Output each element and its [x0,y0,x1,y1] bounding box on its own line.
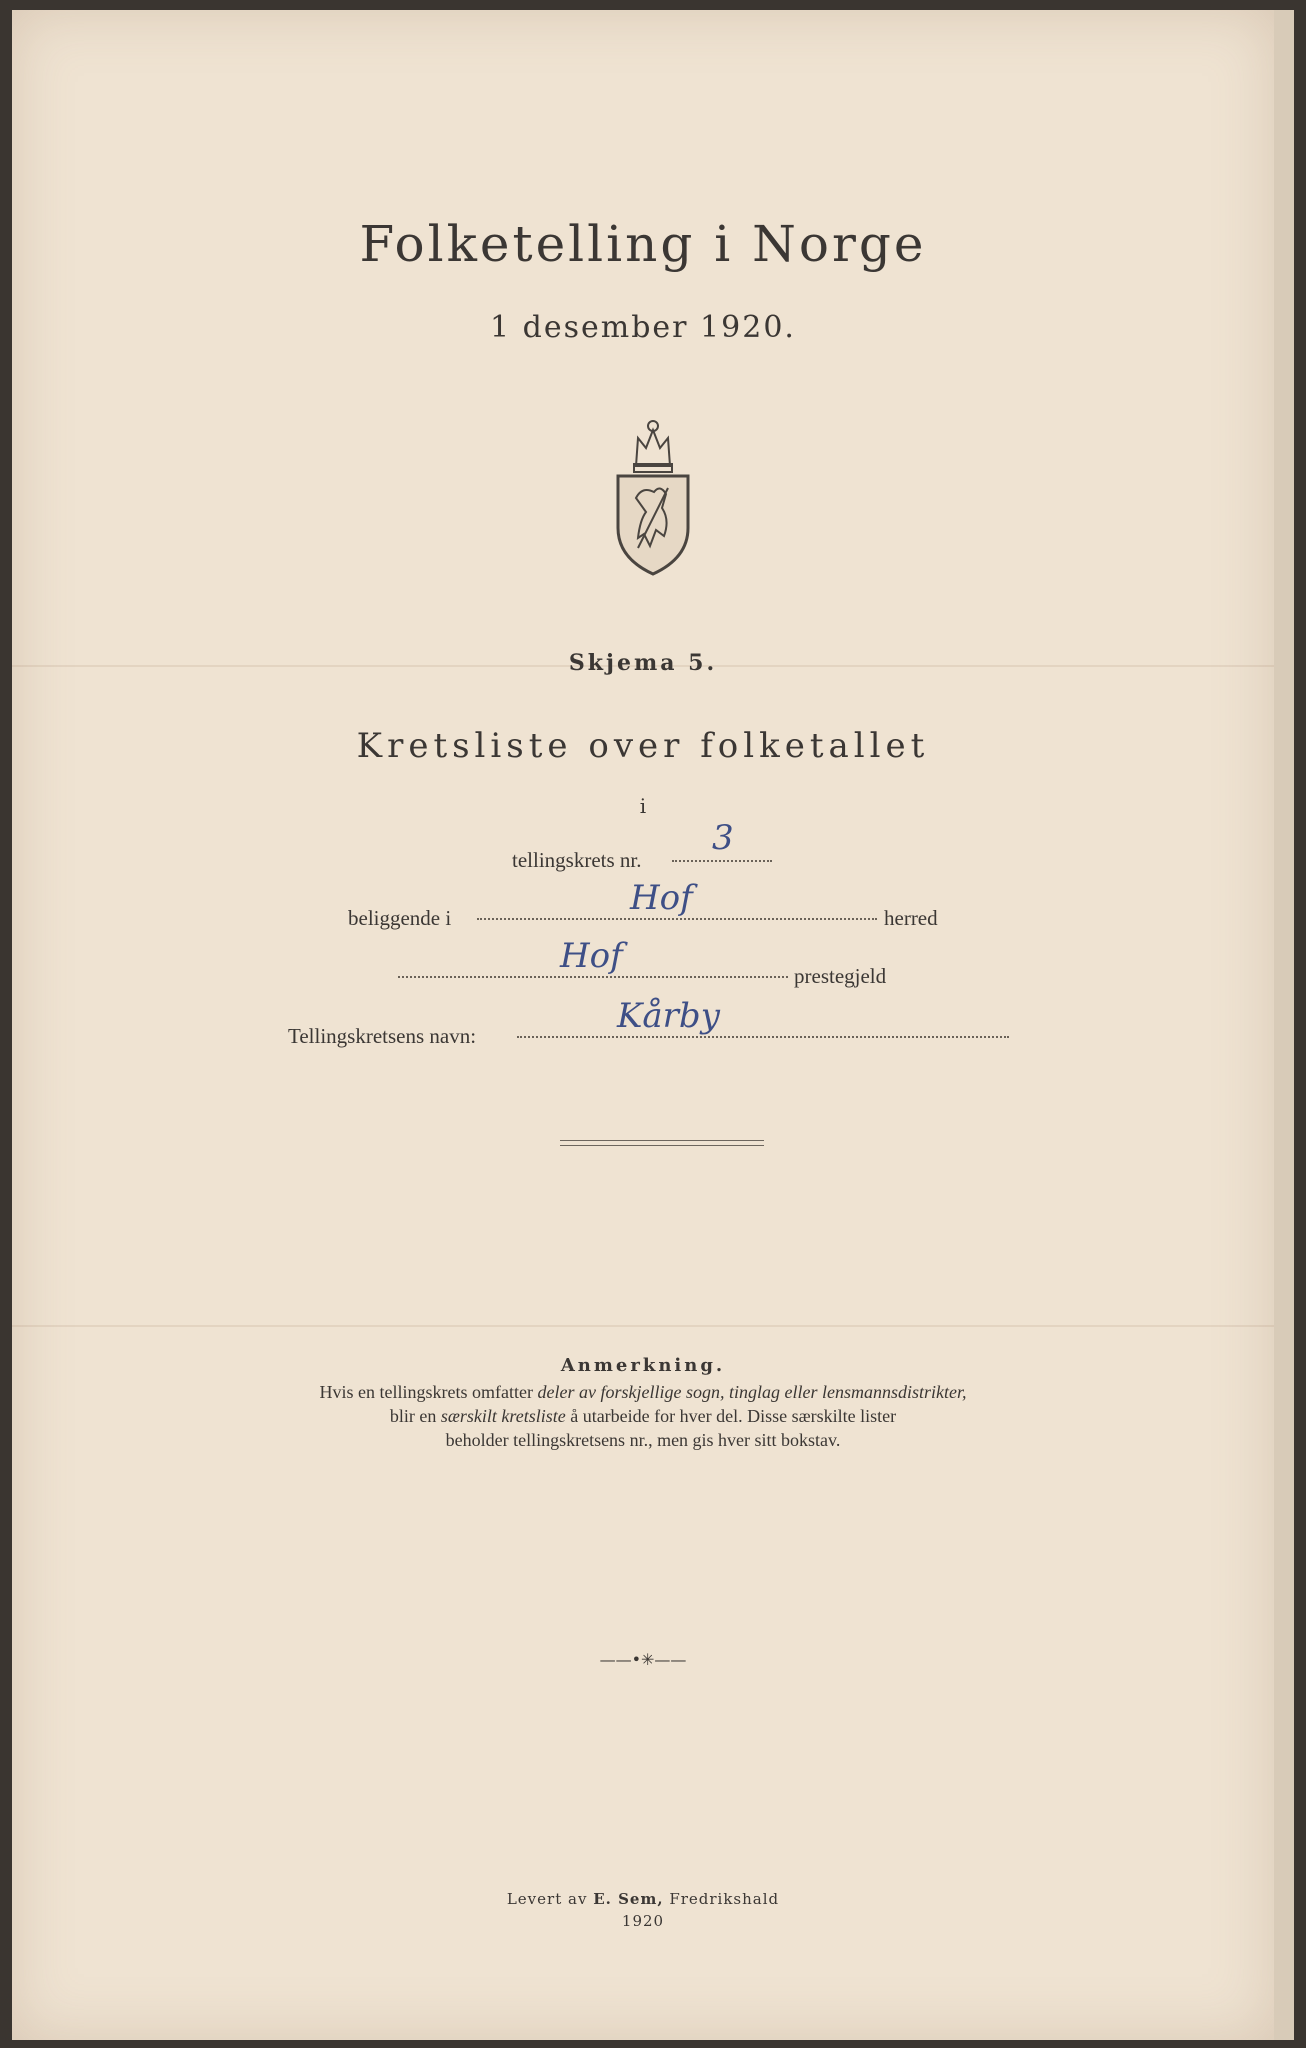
district-name-line [517,1036,1009,1038]
subtitle-preposition: i [639,794,647,818]
paper-edge [1274,10,1294,2040]
separator-rule [560,1145,764,1146]
note-line-1 [12,1382,1274,1403]
located-value: Hof [630,878,693,918]
census-form-page [12,10,1274,2040]
district-name-value: Kårby [617,996,720,1036]
separator-rule [560,1140,764,1141]
printer-prefix: Levert av [506,1890,594,1908]
located-label: beliggende i [348,906,452,930]
district-number-line [672,860,772,862]
printer-place: Fredrikshald [663,1890,780,1908]
ornament-divider: ——•✳—— [599,1650,687,1669]
note-text: å utarbeide for hver del. Disse særskilte lister [565,1406,897,1426]
form-subtitle: Kretsliste over folketallet [356,726,930,766]
located-line [477,918,877,920]
form-title: Folketelling i Norge [359,215,927,273]
note-line-3: beholder tellingskretsens nr., men gis hver sitt bokstav. [445,1430,841,1450]
parish-value: Hof [560,936,623,976]
parish-line [398,976,788,978]
note-line-2 [12,1406,1274,1427]
printer-name: E. Sem, [593,1890,664,1908]
herred-label: herred [884,906,938,930]
parish-label: prestegjeld [794,964,887,988]
census-date: 1 desember 1920. [490,310,796,345]
note-text: Hvis en tellingskrets omfatter [319,1382,538,1402]
printer-credit [12,1890,1274,1908]
norwegian-coat-of-arms-icon [608,408,698,578]
note-emphasis: særskilt kretsliste [440,1406,566,1426]
print-year: 1920 [621,1912,665,1930]
note-text: blir en [389,1406,441,1426]
note-heading: Anmerkning. [560,1355,726,1376]
note-emphasis: deler av forskjellige sogn, tinglag eller lensmannsdistrikter, [537,1382,967,1402]
district-number-label: tellingskrets nr. [512,848,642,872]
schema-number: Skjema 5. [568,650,718,676]
district-number-value: 3 [712,818,734,858]
fold-line [12,1325,1274,1327]
district-name-label: Tellingskretsens navn: [288,1024,477,1048]
